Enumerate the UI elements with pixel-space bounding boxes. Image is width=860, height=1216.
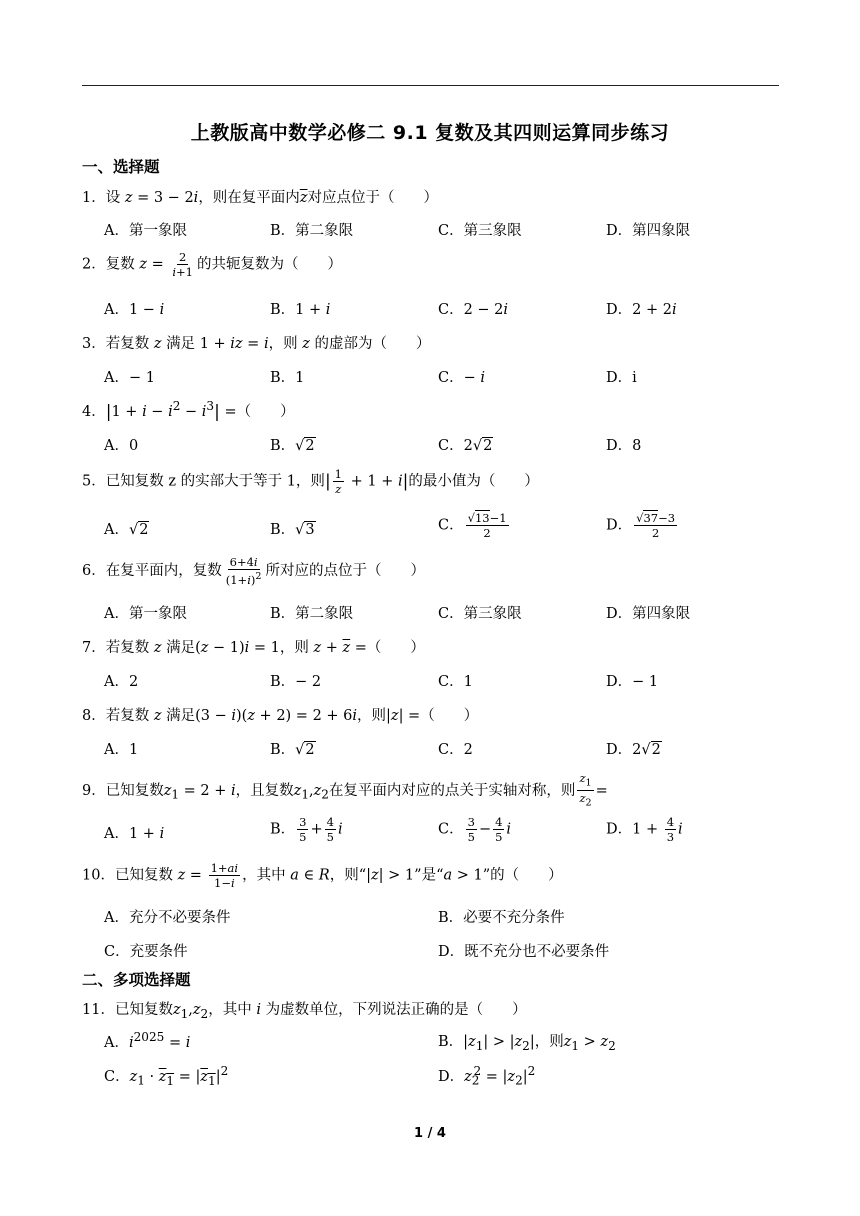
q5-option-c: C． $\frac{√13-1}{2}$ [438, 511, 507, 540]
q10-option-b: B．必要不充分条件 [438, 910, 565, 926]
q2-option-c: C．2 − 2i [438, 302, 509, 318]
q11-option-c: C．$z_1 \cdot z_1 = |z_1|^2$ [104, 1064, 229, 1088]
q6-option-a: A．第一象限 [104, 606, 187, 622]
q10-option-c: C．充要条件 [104, 944, 188, 960]
question-11: 11．已知复数$z_1,z_2$，其中 i 为虚数单位，下列说法正确的是（ ） [82, 1002, 527, 1021]
question-4: 4．$|1 + i - i^2 - i^3|$ =（ ） [82, 399, 295, 422]
question-9: 9．已知复数$z_1 = 2 + i$，且复数$z_1,z_2$在复平面内对应的点关于实轴对称，则 $\frac{z_1}{z_2}$ = [82, 771, 608, 809]
q3-option-a: A．− 1 [104, 370, 155, 386]
q4-option-d: D．8 [606, 438, 642, 454]
q8-option-c: C．2 [438, 742, 473, 758]
q10-option-a: A．充分不必要条件 [104, 910, 231, 926]
q5-option-b: B．√3 [270, 522, 315, 538]
q1-option-c: C．第三象限 [438, 223, 522, 239]
section-heading-choice: 一、选择题 [82, 158, 160, 176]
q7-option-a: A．2 [104, 674, 139, 690]
q8-option-d: D．2√2 [606, 742, 661, 758]
question-10: 10．已知复数 z = $\frac{1+ai}{1-i}$ ，其中 a ∈ R，则“|z| > 1”是“a > 1”的（ ） [82, 861, 563, 890]
q11-option-d: D．$z_2^2 = |z_2|^2$ [438, 1064, 536, 1088]
q7-option-c: C．1 [438, 674, 473, 690]
q6-option-d: D．第四象限 [606, 606, 691, 622]
q2-option-d: D．2 + 2i [606, 302, 677, 318]
q9-option-b: B． $\frac{3}{5}$ + $\frac{4}{5}$ i [270, 815, 343, 844]
header-rule [82, 85, 779, 86]
q4-option-a: A．0 [104, 438, 139, 454]
q10-option-d: D．既不充分也不必要条件 [438, 944, 610, 960]
q5-option-d: D． $\frac{√37-3}{2}$ [606, 511, 676, 540]
q7-option-b: B．− 2 [270, 674, 322, 690]
q9-option-d: D．1 + $\frac{4}{3}$ i [606, 815, 683, 844]
page-title: 上教版高中数学必修二 9.1 复数及其四则运算同步练习 [190, 122, 670, 144]
q7-option-d: D．− 1 [606, 674, 659, 690]
q9-option-c: C． $\frac{3}{5}$ − $\frac{4}{5}$ i [438, 815, 512, 844]
q8-option-a: A．1 [104, 742, 139, 758]
q1-option-d: D．第四象限 [606, 223, 691, 239]
q1-option-b: B．第二象限 [270, 223, 354, 239]
q2-option-a: A．1 − i [104, 302, 165, 318]
q3-option-b: B．1 [270, 370, 305, 386]
q11-option-b: B．$|z_1| > |z_2|$，则$z_1 > z_2$ [438, 1034, 616, 1053]
question-3: 3．若复数 z 满足 1 + iz = i，则 z 的虚部为（ ） [82, 336, 431, 352]
question-2: 2．复数 z = $\frac{2}{i+1}$ 的共轭复数为（ ） [82, 250, 342, 279]
page-number: 1 / 4 [414, 1126, 446, 1141]
q2-option-b: B．1 + i [270, 302, 331, 318]
q3-option-d: D．i [606, 370, 637, 386]
q3-option-c: C．− i [438, 370, 485, 386]
question-1: 1．设 z = 3 − 2i，则在复平面内$\overline{z}$对应点位于（ ） [82, 190, 438, 206]
section-heading-multi-choice: 二、多项选择题 [82, 971, 191, 989]
question-7: 7．若复数 z 满足(z − 1)i = 1，则 $z + \overline{z}$ =（ ） [82, 640, 425, 656]
q4-option-c: C．2√2 [438, 438, 493, 454]
q6-option-c: C．第三象限 [438, 606, 522, 622]
q11-option-a: A．$i^{2025} = i$ [104, 1030, 191, 1051]
q6-option-b: B．第二象限 [270, 606, 354, 622]
q4-option-b: B．√2 [270, 438, 315, 454]
q5-option-a: A．√2 [104, 522, 149, 538]
question-6: 6．在复平面内，复数 $\frac{6+4i}{(1+i)^2}$ 所对应的点位于（ ） [82, 555, 425, 587]
question-8: 8．若复数 z 满足(3 − i)(z + 2) = 2 + 6i，则|z| =（ ） [82, 708, 479, 724]
q1-option-a: A．第一象限 [104, 223, 187, 239]
q9-option-a: A．1 + i [104, 826, 165, 842]
question-5: 5．已知复数 z 的实部大于等于 1，则| $\frac{1}{z}$ + 1 + i|的最小值为（ ） [82, 467, 539, 496]
q8-option-b: B．√2 [270, 742, 315, 758]
